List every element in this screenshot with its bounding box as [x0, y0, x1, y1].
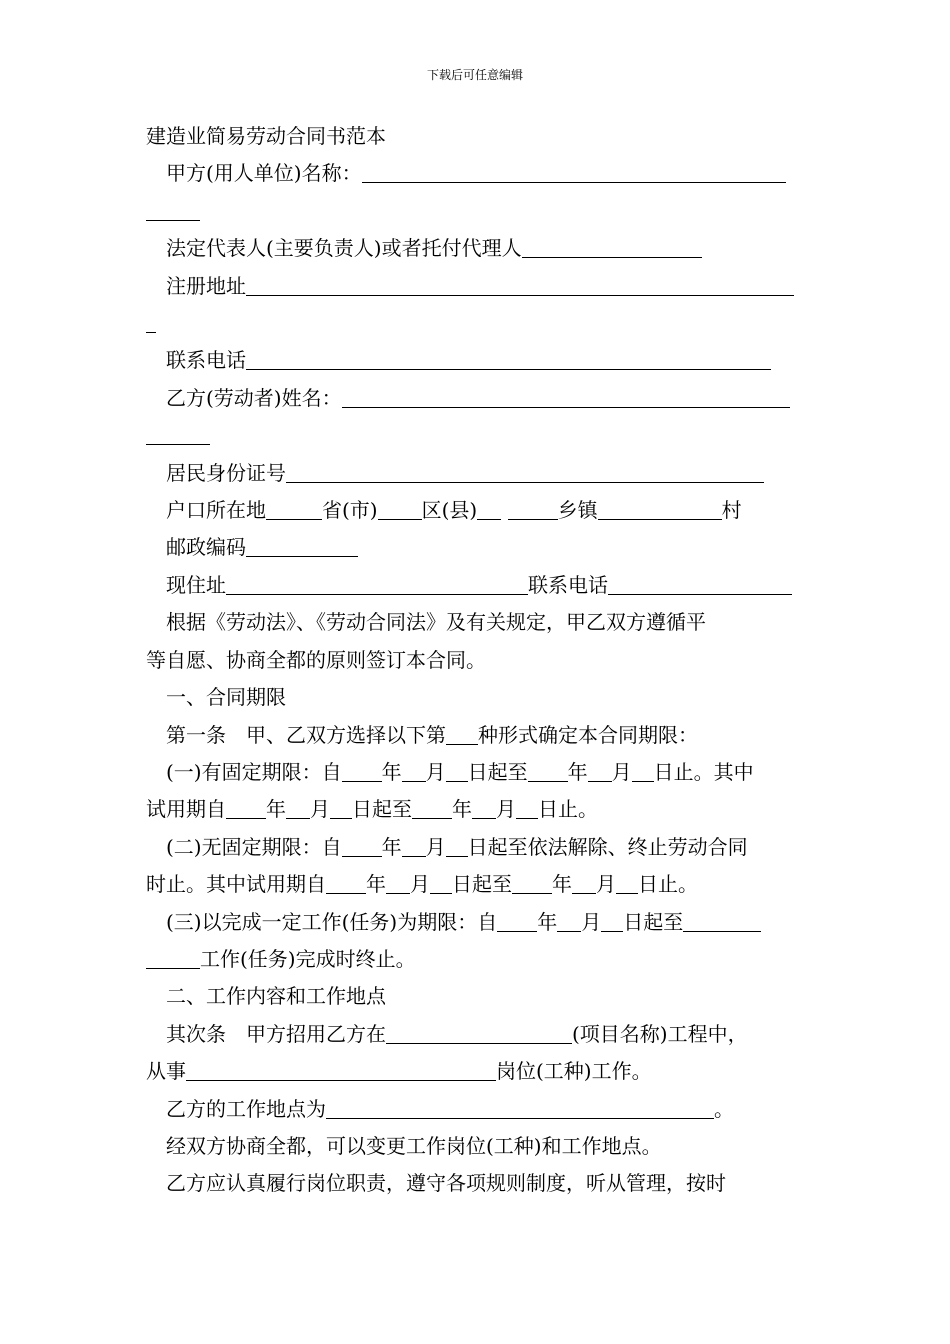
section-1-heading: 一、合同期限 [166, 685, 286, 710]
employer-name-line-cont [146, 193, 808, 230]
legal-basis-paragraph-cont: 等自愿、协商全都的原则签订本合同。 [146, 647, 486, 672]
article-1: 第一条 甲、乙双方选择以下第 种形式确定本合同期限： [166, 722, 698, 747]
postal-code-line: 邮政编码 [146, 529, 808, 566]
duties-clause: 乙方应认真履行岗位职责，遵守各项规则制度，听从管理，按时 [166, 1171, 726, 1196]
contract-body [146, 118, 808, 1203]
legal-basis-paragraph: 根据《劳动法》、《劳动合同法》及有关规定，甲乙双方遵循平 [166, 610, 706, 635]
employer-phone-line: 联系电话 [146, 342, 808, 379]
household-registration-line: 户口所在地 省(市) 区(县) 乡镇 村 [166, 498, 742, 523]
work-location-line: 乙方的工作地点为 。 [166, 1096, 734, 1121]
open-term-line: (二)无固定期限：自 年 月 日起至依法解除、终止劳动合同 [166, 834, 748, 859]
open-term-probation-line: 时止。其中试用期自 年 月 日起至 年 月 日止。 [146, 872, 698, 897]
task-term-line: (三)以完成一定工作(任务)为期限：自 年 月 日起至 [146, 904, 808, 941]
document-title: 建造业简易劳动合同书范本 [146, 124, 386, 148]
current-address-line: 现住址 联系电话 [146, 567, 808, 604]
employee-name-line-cont [146, 417, 808, 454]
article-2-cont: 从事 岗位(工种)工作。 [146, 1059, 652, 1084]
registered-address-line: 注册地址 [146, 268, 808, 305]
page-header: 下载后可任意编辑 [426, 68, 523, 82]
legal-representative-line: 法定代表人(主要负责人)或者托付代理人 [146, 230, 808, 267]
section-2-heading: 二、工作内容和工作地点 [166, 984, 386, 1009]
registered-address-line-cont [146, 305, 808, 342]
employer-name-line: 甲方(用人单位)名称： [146, 155, 808, 192]
change-clause: 经双方协商全都，可以变更工作岗位(工种)和工作地点。 [166, 1133, 662, 1158]
article-2: 其次条 甲方招用乙方在 (项目名称)工程中， [166, 1021, 748, 1046]
task-term-line-cont: 工作(任务)完成时终止。 [146, 941, 808, 978]
employee-name-line: 乙方(劳动者)姓名： [146, 380, 808, 417]
fixed-term-line: (一)有固定期限：自 年 月 日起至 年 月 日止。其中 [166, 759, 754, 784]
id-number-line: 居民身份证号 [146, 455, 808, 492]
fixed-term-probation-line: 试用期自 年 月 日起至 年 月 日止。 [146, 797, 598, 822]
